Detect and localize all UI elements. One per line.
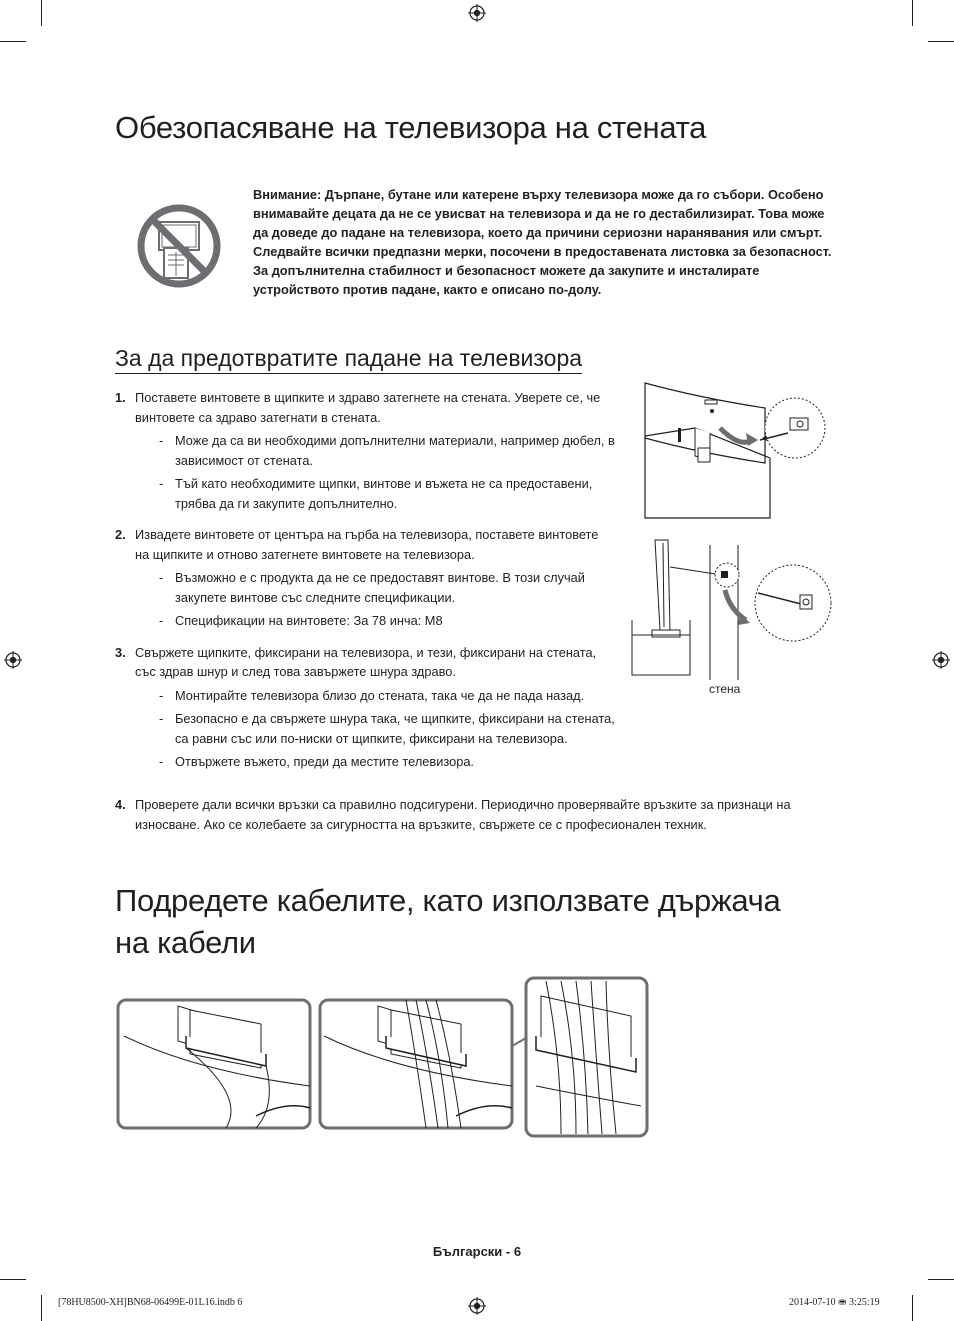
list-item: - Спецификации на винтовете: За 78 инча: M8: [159, 613, 443, 628]
registration-mark-icon: [468, 4, 486, 22]
wall-label: стена: [709, 682, 741, 696]
crop-mark: [912, 1295, 913, 1321]
sub-text: Спецификации на винтовете: За 78 инча: M8: [175, 613, 443, 628]
sub-text: Безопасно е да свържете шнура така, че щипките, фиксирани на стената, са равни със или по-ниски от щипките, фиксирани на телевизора.: [175, 711, 615, 746]
crop-mark: [928, 41, 954, 42]
crop-mark: [41, 0, 42, 26]
list-item: - Монтирайте телевизора близо до стената, така че да не пада назад.: [159, 687, 585, 703]
step-number: 4.: [115, 797, 126, 812]
section-heading: За да предотвратите падане на телевизора: [115, 343, 582, 374]
sub-text: Отвържете въжето, преди да местите телевизора.: [175, 754, 474, 769]
crop-mark: [912, 0, 913, 26]
tv-clip-illustration: [640, 378, 840, 523]
list-item: [115, 643, 615, 772]
warning-text: Внимание: Дърпане, бутане или катерене върху телевизора може да го събори. Особено внимавайте децата да не се увисват на телевизора и да не го дестабилизират. Това може да доведе до падане на телевизора, което да причини сериозни наранявания или смърт. Следвайте всички предпазни мерки, посочени в предоставената листовка за безопасност. За допълнителна стабилност и безопасност можете да закупите и инсталирате устройството против падане, както е описано по-долу.: [253, 187, 832, 297]
list-item: [115, 795, 815, 834]
cable-holder-illustration: [116, 976, 651, 1141]
registration-mark-icon: [468, 1297, 486, 1315]
step-number: 1.: [115, 390, 126, 405]
crop-mark: [928, 1279, 954, 1280]
step-text: Поставете винтовете в щипките и здраво затегнете на стената. Уверете се, че винтовете са здраво затегнати в стената.: [135, 390, 601, 425]
no-climb-warning-icon: [133, 200, 225, 292]
sub-text: Тъй като необходимите щипки, винтове и въжета не са предоставени, трябва да ги закупите допълнително.: [175, 476, 593, 511]
sub-text: Монтирайте телевизора близо до стената, така че да не пада назад.: [175, 687, 585, 703]
list-item: - Може да са ви необходими допълнителни материали, например дюбел, в зависимост от стената.: [159, 433, 615, 468]
sub-text: Може да са ви необходими допълнителни материали, например дюбел, в зависимост от стената.: [175, 433, 615, 468]
section-title: [115, 880, 780, 964]
print-timestamp: 2014-07-10 ⛂ 3:25:19: [789, 1297, 880, 1308]
steps-list: [115, 388, 615, 778]
sub-text: Възможно е с продукта да не се предоставят винтове. В този случай закупете винтове със следните спецификации.: [175, 570, 585, 605]
step-number: 2.: [115, 527, 126, 542]
crop-mark: [0, 1279, 26, 1280]
list-item: - Безопасно е да свържете шнура така, че щипките, фиксирани на стената, са равни със или по-ниски от щипките, фиксирани на телевизора.: [159, 711, 615, 746]
crop-mark: [0, 41, 26, 42]
page-title: Обезопасяване на телевизора на стената: [115, 110, 707, 145]
registration-mark-icon: [4, 651, 22, 669]
page-number: Български - 6: [432, 1244, 522, 1259]
step-text: Свържете щипките, фиксирани на телевизора, и тези, фиксирани на стената, със здрав шнур и след това завържете шнура здраво.: [135, 644, 597, 679]
title-line: на кабели: [115, 925, 256, 960]
list-item: - Отвържете въжето, преди да местите телевизора.: [159, 754, 474, 769]
list-item: - Възможно е с продукта да не се предоставят винтове. В този случай закупете винтове със следните спецификации.: [159, 570, 585, 605]
step-number: 3.: [115, 644, 126, 660]
title-line: Подредете кабелите, като използвате държача: [115, 883, 781, 918]
step-text: Проверете дали всички връзки са правилно подсигурени. Периодично проверявайте връзките за признаци на износване. Ако се колебаете за сигурността на връзките, свържете се с професионален техник.: [135, 797, 791, 832]
list-item: [115, 525, 615, 631]
step-text: Извадете винтовете от центъра на гърба на телевизора, поставете винтовете на щипките и отново затегнете винтовете на телевизора.: [135, 527, 599, 562]
crop-mark: [41, 1295, 42, 1321]
list-item: [115, 388, 615, 513]
print-slug: [78HU8500-XH]BN68-06499E-01L16.indb 6: [58, 1297, 243, 1308]
list-item: - Тъй като необходимите щипки, винтове и въжета не са предоставени, трябва да ги закупите допълнително.: [159, 476, 593, 511]
tv-wall-illustration: [630, 535, 840, 680]
registration-mark-icon: [932, 651, 950, 669]
